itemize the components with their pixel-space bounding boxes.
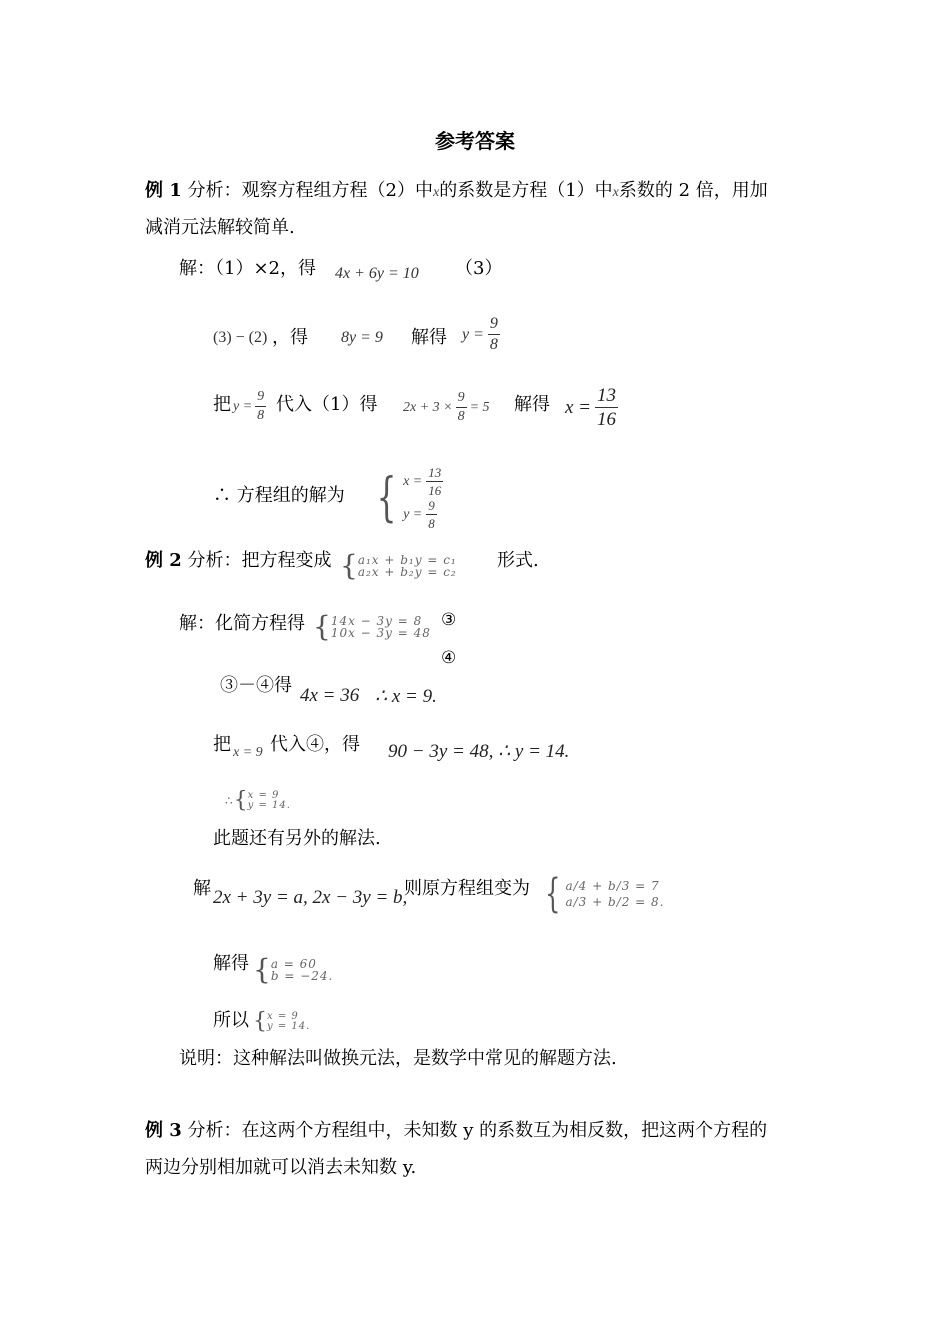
page-title: 参考答案 <box>435 129 515 153</box>
denominator: 8 <box>428 516 435 531</box>
ex2-alt-system <box>540 871 665 917</box>
ex2-final-system <box>225 790 291 812</box>
ex1-step1-tag: （3） <box>455 258 503 279</box>
ex2-solve-line1: a = 60 <box>270 957 317 971</box>
ex2-back-ba: 把 <box>213 734 231 755</box>
brace-icon: { <box>253 953 271 986</box>
ex1-step3-result <box>565 386 618 429</box>
ex1-sol-y-lhs: y = <box>403 506 423 522</box>
ex2-analysis-end: 形式. <box>497 550 539 571</box>
therefore-icon: ∴ <box>225 794 234 808</box>
ex2-final-line2: y = 14. <box>247 800 291 811</box>
ex2-subtract-result: ∴ x = 9. <box>375 686 437 707</box>
ex1-label: 例 1 <box>145 180 182 201</box>
brace-icon: { <box>376 468 397 528</box>
ex2-alt-substitution: 2x + 3y = a, 2x − 3y = b, <box>213 887 408 908</box>
ex1-step3-eq-rhs: = 5 <box>469 399 490 415</box>
ex2-back-equation: 90 − 3y = 48, ∴ y = 14. <box>388 741 570 762</box>
numerator: 9 <box>456 391 467 408</box>
denominator: 8 <box>457 409 465 424</box>
ex1-sol-y-fraction <box>426 499 437 530</box>
ex1-step3-ba: 把 <box>213 394 231 415</box>
ex2-back-text: 代入④，得 <box>270 734 360 755</box>
ex2-label: 例 2 <box>145 550 182 571</box>
ex2-analysis-text: 分析：把方程变成 <box>187 550 332 571</box>
ex1-step3-sub-lhs: y = <box>233 398 253 414</box>
brace-icon: { <box>545 871 561 917</box>
ex1-step2-fraction <box>488 316 500 353</box>
ex2-simp-line2: 10x − 3y = 48 <box>330 626 431 640</box>
ex1-analysis-line2: 减消元法解较简单. <box>145 217 295 238</box>
numerator: 9 <box>255 390 266 407</box>
ex2-alt-text: 则原方程组变为 <box>404 878 530 899</box>
ex1-analysis-mid: 的系数是方程（1）中 <box>439 180 613 201</box>
ex2-subtract-text: ③－④得 <box>220 675 292 696</box>
ex2-so-line1: x = 9 <box>267 1011 299 1022</box>
ex2-simp-line1: 14x − 3y = 8 <box>330 614 423 628</box>
ex3-label: 例 3 <box>145 1120 182 1141</box>
ex2-solve-system <box>253 953 334 986</box>
numerator: 13 <box>597 385 617 406</box>
ex1-step2-result <box>462 316 500 353</box>
ex2-alt-jie: 解 <box>193 878 211 899</box>
ex1-analysis-line1 <box>145 180 768 204</box>
brace-icon: { <box>253 1009 267 1034</box>
ex2-so-line2: y = 14. <box>267 1021 311 1032</box>
ex1-step1-equation: 4x + 6y = 10 <box>335 265 419 282</box>
ex2-simplified-system <box>313 610 431 643</box>
ex2-note: 说明：这种解法叫做换元法，是数学中常见的解题方法. <box>179 1048 617 1069</box>
ex1-solution-lines <box>403 466 443 530</box>
brace-icon: { <box>233 788 248 813</box>
ex1-step3-eq-fraction <box>456 391 467 424</box>
ex3-analysis-text: 分析：在这两个方程组中，未知数 y 的系数互为相反数，把这两个方程的 <box>187 1120 768 1141</box>
ex3-analysis-line1 <box>145 1120 767 1142</box>
ex2-so-lines <box>267 1012 310 1032</box>
numerator: 13 <box>428 465 442 480</box>
numerator: 9 <box>488 316 500 335</box>
ex1-sol-x-fraction <box>426 466 443 497</box>
ex2-solve-lines <box>271 958 334 982</box>
ex3-analysis-line2: 两边分别相加就可以消去未知数 y. <box>145 1157 417 1178</box>
ex2-solve-line2: b = −24. <box>270 969 334 983</box>
ex2-so-system <box>253 1011 310 1033</box>
brace-icon: { <box>340 549 358 582</box>
ex1-step2-lhs: (3) − (2) <box>213 329 268 346</box>
ex2-subtract-eq: 4x = 36 <box>300 685 360 706</box>
denominator: 8 <box>489 336 498 353</box>
ex1-step2-result-lhs: y = <box>462 325 484 343</box>
ex2-alt-line1: a/4 + b/3 = 7 <box>565 879 660 893</box>
ex2-final-lines <box>248 791 291 811</box>
ex2-solve-text: 解得 <box>213 953 249 974</box>
ex2-form-system <box>340 549 457 582</box>
ex2-simplified-lines <box>331 615 431 639</box>
ex1-conclusion: ∴ 方程组的解为 <box>213 485 345 506</box>
denominator: 8 <box>257 408 265 423</box>
ex1-sol-x-lhs: x = <box>403 473 423 489</box>
ex1-step1-text: 解：（1）×2，得 <box>179 258 316 279</box>
ex2-analysis <box>145 550 332 572</box>
ex2-alt-line2: a/3 + b/2 = 8. <box>565 895 665 909</box>
ex1-solution-x <box>403 466 443 497</box>
ex1-analysis-start: 分析：观察方程组方程（2）中 <box>187 180 433 201</box>
ex2-form-line1: a₁x + b₁y = c₁ <box>357 553 457 567</box>
ex1-step3-text: 代入（1）得 <box>276 394 378 415</box>
ex1-step3-equation <box>403 391 490 424</box>
denominator: 16 <box>428 483 442 498</box>
ex1-solution-system <box>370 466 443 530</box>
denominator: 16 <box>597 409 617 430</box>
ex1-x-2: x <box>612 185 619 200</box>
ex1-step3-eq-lhs: 2x + 3 × <box>403 399 453 415</box>
ex1-step2-text: ，得 <box>272 327 308 348</box>
ex2-mark-3: ③ <box>441 610 457 630</box>
ex1-step2-solve: 解得 <box>411 327 447 348</box>
numerator: 9 <box>428 498 435 513</box>
ex2-alt-lines <box>565 880 664 908</box>
ex1-solution-y <box>403 499 443 530</box>
ex1-step3-sub-fraction <box>255 390 266 423</box>
ex1-step3-solve: 解得 <box>514 394 550 415</box>
ex2-form-line2: a₂x + b₂y = c₂ <box>357 565 457 579</box>
ex1-analysis-end: 系数的 2 倍，用加 <box>618 180 768 201</box>
ex1-step3-result-lhs: x = <box>565 396 592 418</box>
ex2-alt-intro: 此题还有另外的解法. <box>213 828 381 849</box>
ex2-back-x: x = 9 <box>233 745 263 760</box>
brace-icon: { <box>313 610 331 643</box>
ex2-mark-4: ④ <box>441 648 457 668</box>
ex1-step2-equation: 8y = 9 <box>341 329 383 346</box>
ex2-final-line1: x = 9 <box>247 790 280 801</box>
ex1-x-1: x <box>432 185 440 200</box>
ex2-so-text: 所以 <box>213 1010 249 1031</box>
ex2-simplify-text: 解：化简方程得 <box>179 613 305 634</box>
ex2-form-lines <box>358 554 457 578</box>
ex1-step3-result-fraction <box>595 386 618 429</box>
ex1-step3-substitution <box>233 390 266 423</box>
